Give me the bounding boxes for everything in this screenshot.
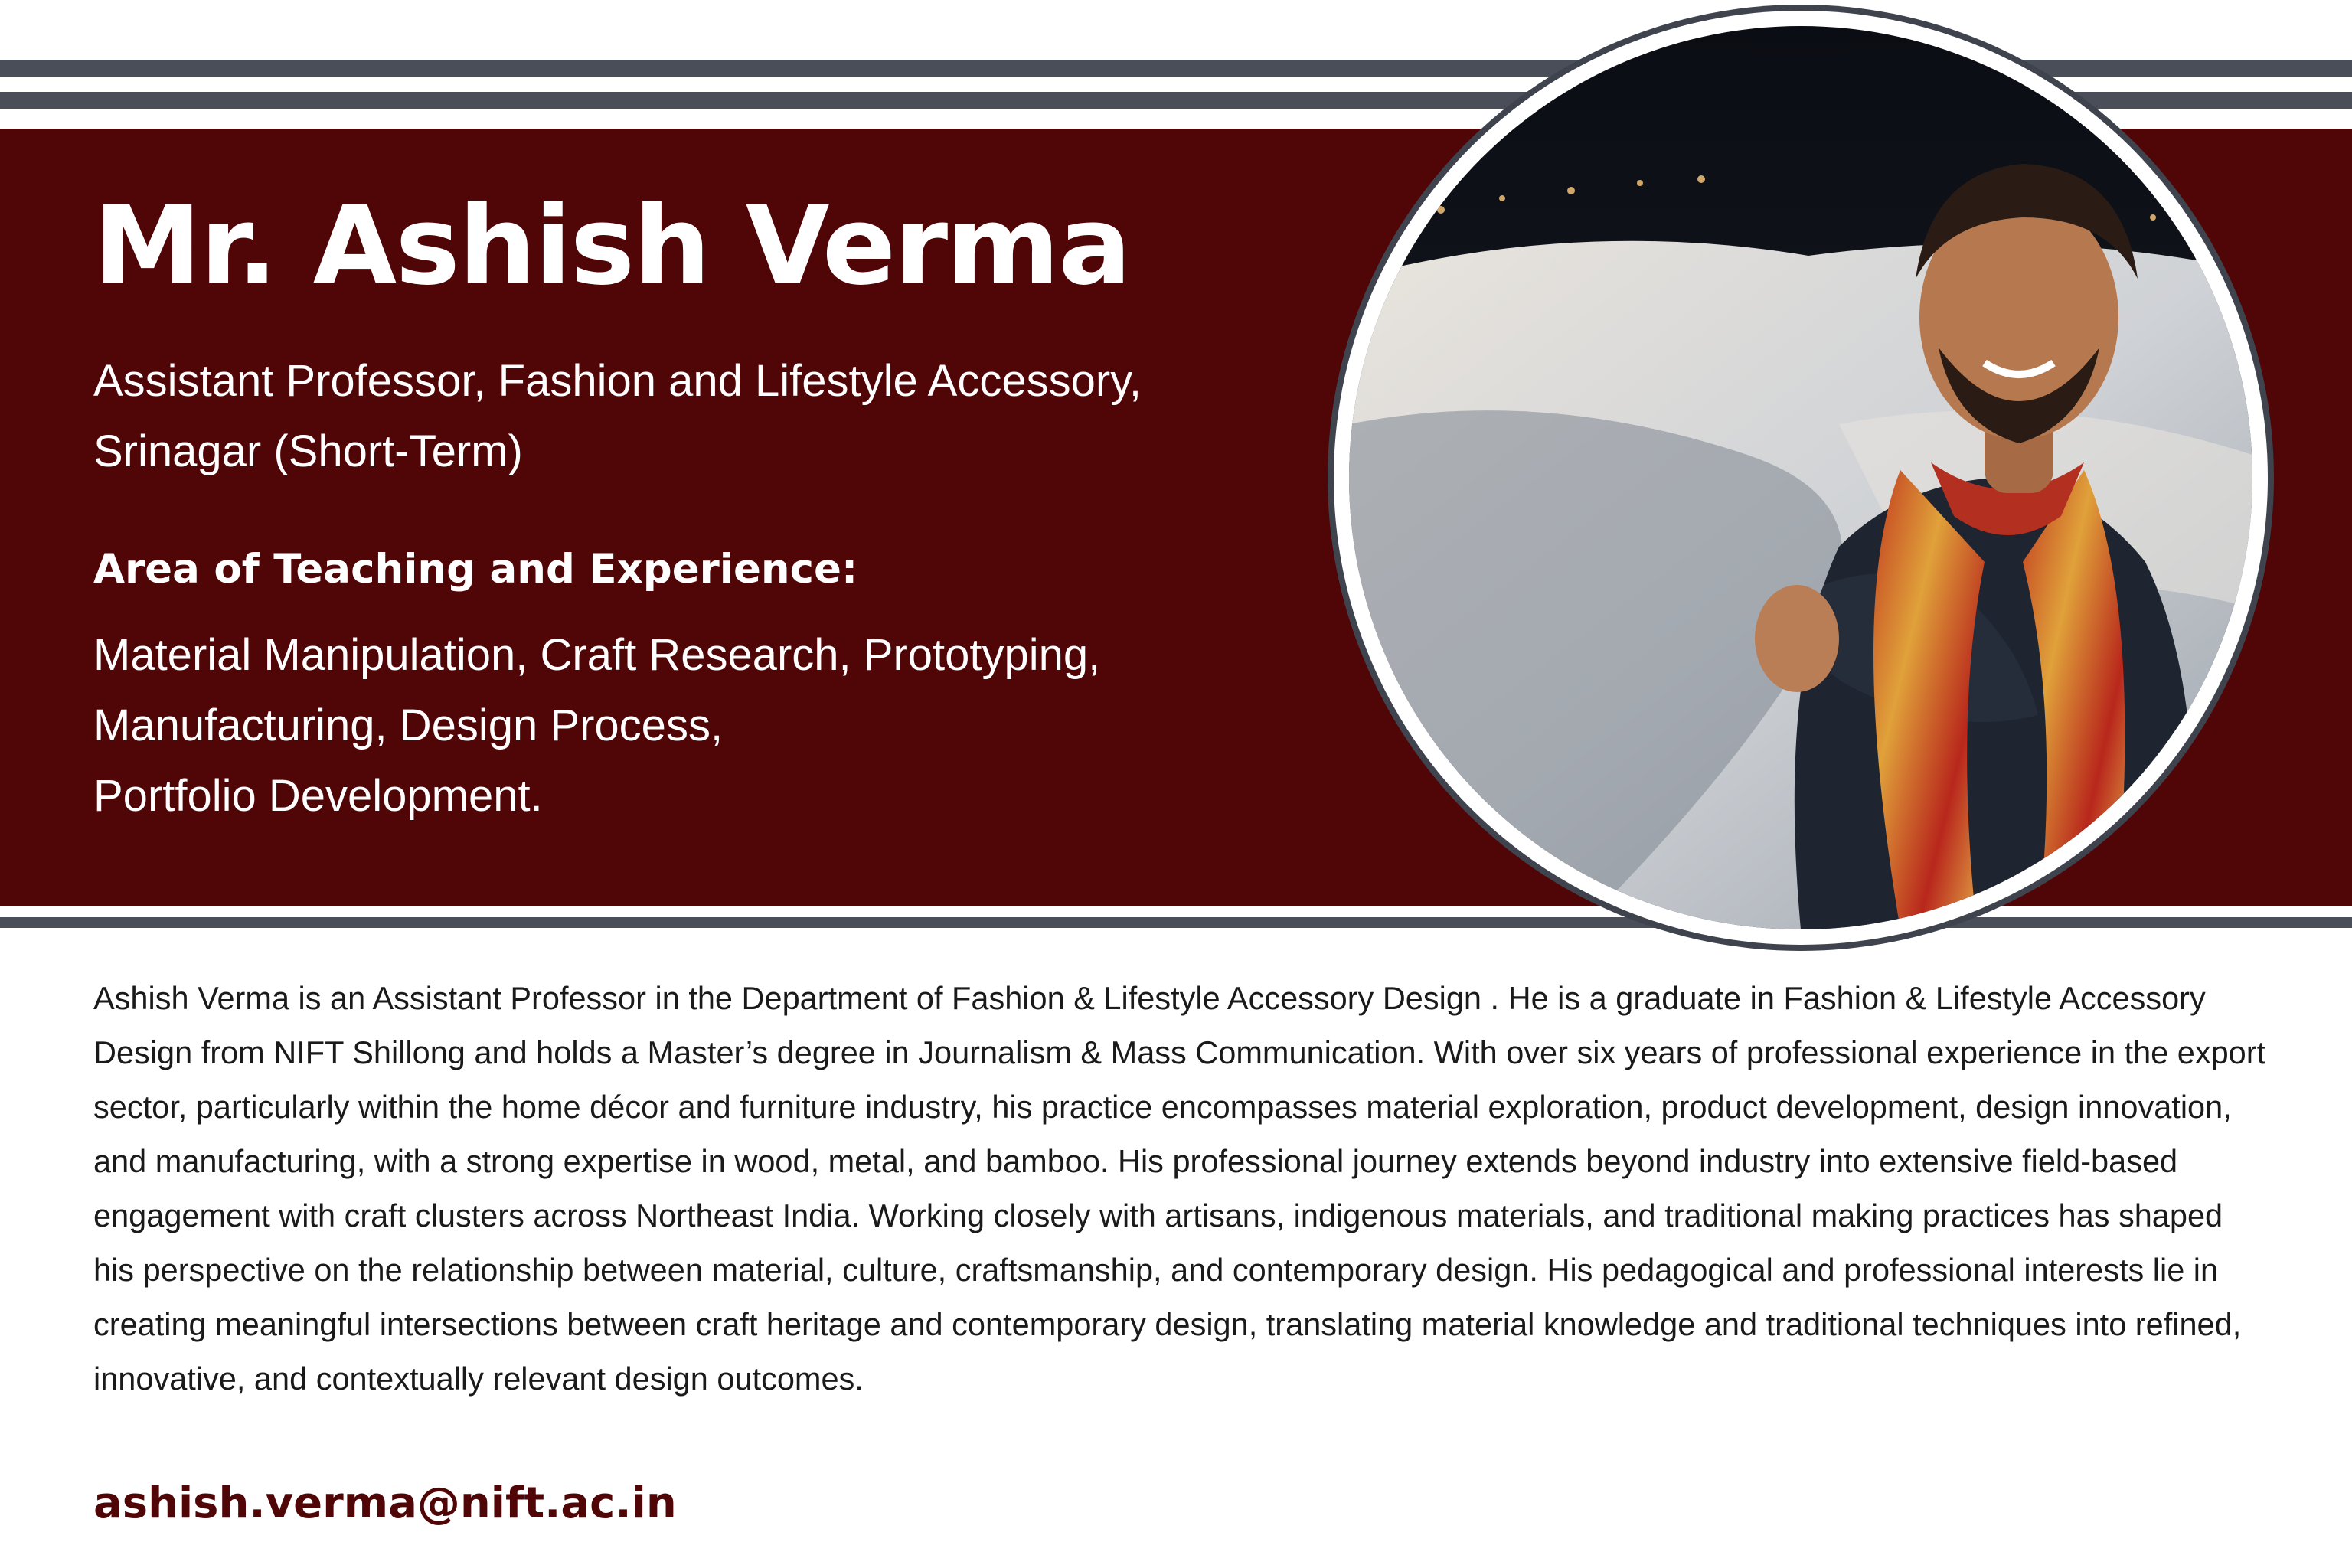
profile-role bbox=[93, 346, 1288, 487]
profile-name: Mr. Ashish Verma bbox=[93, 183, 1130, 309]
portrait-photo bbox=[1349, 26, 2252, 929]
area-line-1: Material Manipulation, Craft Research, Prototyping, bbox=[93, 630, 1101, 680]
role-line-1: Assistant Professor, Fashion and Lifestyle Accessory, bbox=[93, 356, 1142, 406]
portrait-illustration bbox=[1349, 26, 2252, 929]
area-list bbox=[93, 620, 1288, 831]
email-address[interactable]: ashish.verma@nift.ac.in bbox=[93, 1478, 677, 1528]
role-line-2: Srinagar (Short-Term) bbox=[93, 426, 523, 476]
bio-paragraph: Ashish Verma is an Assistant Professor in the Department of Fashion & Lifestyle Accessory Design . He is a graduate in Fashion & Lifestyle Accessory Design from NIFT Shillong and holds a Master’s degree in Journalism & Mass Communication. With over six years of professional experience in the export sector, particularly within the home décor and furniture industry, his practice encompasses material exploration, product development, design innovation, and manufacturing, with a strong expertise in wood, metal, and bamboo. His professional journey extends beyond industry into extensive field-based engagement with craft clusters across Northeast India. Working closely with artisans, indigenous materials, and traditional making practices has shaped his perspective on the relationship between material, culture, craftsmanship, and contemporary design. His pedagogical and professional interests lie in creating meaningful intersections between craft heritage and contemporary design, translating material knowledge and traditional techniques into refined, innovative, and contextually relevant design outcomes. bbox=[93, 980, 2266, 1396]
bottom-stripe bbox=[0, 917, 2352, 928]
area-line-2: Manufacturing, Design Process, bbox=[93, 701, 724, 750]
area-line-3: Portfolio Development. bbox=[93, 771, 543, 821]
area-heading: Area of Teaching and Experience: bbox=[93, 546, 858, 593]
